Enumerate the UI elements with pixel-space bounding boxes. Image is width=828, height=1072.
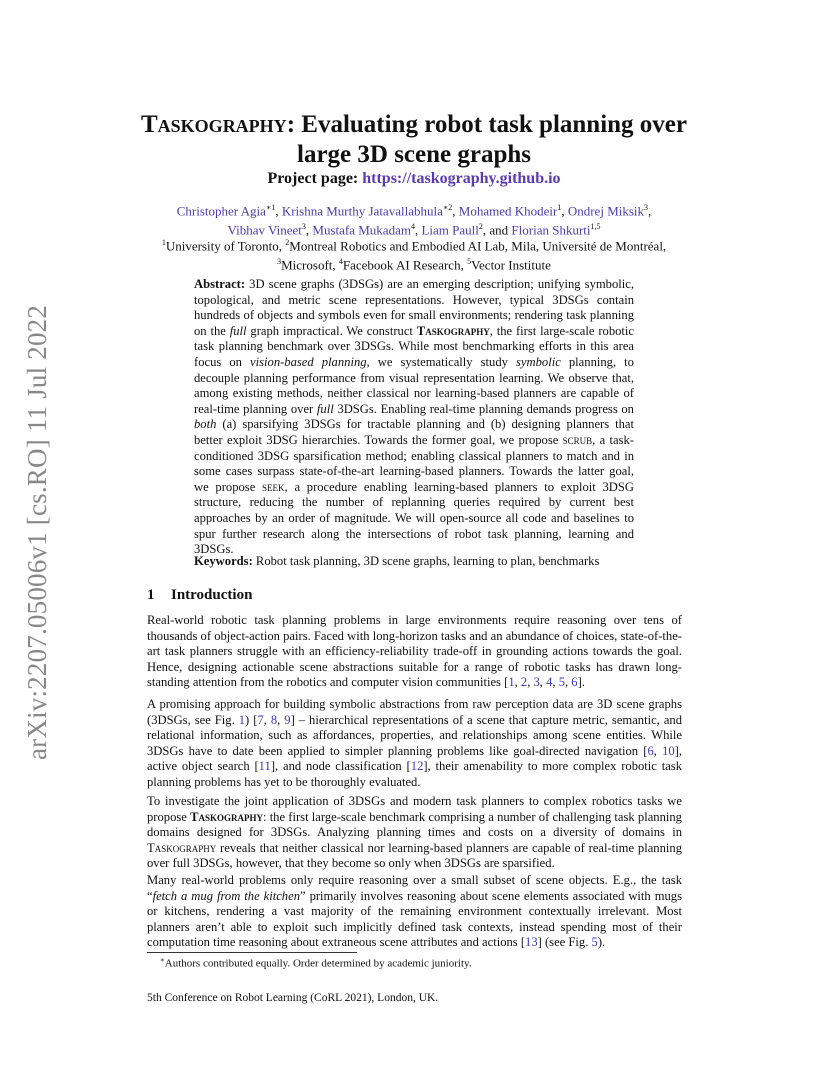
section-number: 1 (147, 587, 155, 603)
citation-link[interactable]: 3 (533, 675, 540, 689)
citation-link[interactable]: 6 (571, 675, 578, 689)
citation-link[interactable]: 6 (647, 743, 654, 758)
section-heading (147, 587, 252, 604)
arxiv-id: arXiv:2207.05006v1 [cs.RO] 11 Jul 2022 (22, 304, 52, 760)
author[interactable]: Liam Paull (421, 222, 479, 238)
citation-link[interactable]: 13 (525, 935, 538, 949)
citation-link[interactable]: 7 (257, 712, 264, 727)
arxiv-watermark (16, 290, 56, 760)
title-line1: : Evaluating robot task planning over (286, 111, 687, 138)
conference-note: 5th Conference on Robot Learning (CoRL 2021), London, UK. (147, 992, 439, 1004)
figure-link[interactable]: 5 (591, 935, 598, 949)
paragraph-1: Real-world robotic task planning problems in large environments require reasoning over tens of thousands of object-action pairs. Faced with long-horizon tasks and an abundance of choices, state-of-the-art task planners struggle with an efficiency-reliability trade-off in grounding actions towards the goal. Hence, designing actionable scene abstractions suitable for a range of robotic tasks has drawn long-standing attention from the robotics and computer vision communities [1, 2, 3, 4, 5, 6]. (147, 613, 682, 689)
author[interactable]: Vibhav Vineet (227, 222, 302, 238)
figure-link[interactable]: 1 (238, 712, 246, 727)
citation-link[interactable]: 2 (520, 675, 528, 689)
author[interactable]: Mustafa Mukadam (312, 222, 411, 238)
author[interactable]: Florian Shkurti (511, 222, 591, 238)
citation-link[interactable]: 5 (558, 675, 565, 689)
footnote: ∗Authors contributed equally. Order determined by academic juniority. (160, 956, 472, 970)
paper-title (120, 110, 708, 170)
keywords-label: Keywords: (194, 554, 253, 568)
project-label: Project page: (267, 170, 363, 187)
paragraph-2: A promising approach for building symbolic abstractions from raw perception data are 3D scene graphs (3DSGs, see Fig. 1) [7, 8, 9] – hierarchical representations of a scene that capture metric, semantic, and relational information, such as affordances, properties, and relationships among scene entities. While 3DSGs have to date been applied to simpler planning problems like goal-directed navigation [6, 10], active object search [11], and node classification [12], their amenability to more complex robotic task planning problems has yet to be thoroughly evaluated. (147, 697, 683, 789)
author[interactable]: Krishna Murthy Jatavallabhula (281, 203, 443, 219)
footnote-divider (147, 952, 357, 953)
abstract-label: Abstract: (194, 277, 246, 291)
affiliations: $^1$University of Toronto, $^2$Montreal Robotics and Embodied AI Lab, Mila, Université de Montréal, $^3$Microsoft, $^4$Facebook AI Research, $^5$Vector Institute (161, 238, 667, 273)
citation-link[interactable]: 12 (410, 759, 424, 773)
citation-link[interactable]: 9 (284, 712, 291, 727)
paragraph-4: Many real-world problems only require reasoning over a small subset of scene objects. E.g., the task “fetch a mug from the kitchen” primarily involves reasoning about scene elements associated with mugs or kitchens, rendering a vast majority of the remaining environment contextually irrelevant. Most planners aren’t able to exploit such implicitly defined task contexts, instead spending most of their computation time reasoning about extraneous scene attributes and actions [13] (see Fig. 5). (147, 873, 682, 949)
author[interactable]: Mohamed Khodeir (458, 203, 558, 219)
title-small-caps: Taskography (141, 111, 287, 138)
citation-link[interactable]: 4 (546, 675, 553, 689)
citation-link[interactable]: 11 (258, 759, 271, 773)
paragraph-3: To investigate the joint application of 3DSGs and modern task planners to complex robotics tasks we propose Taskography: the first large-scale benchmark comprising a number of challenging task planning domains designed for 3DSGs. Analyzing planning times and costs on a diversity of domains in Taskography reveals that neither classical nor learning-based planners are capable of real-time planning over full 3DSGs, however, that they become so only when 3DSGs are sparsified. (147, 794, 682, 870)
keywords: Keywords: Robot task planning, 3D scene graphs, learning to plan, benchmarks (194, 554, 600, 568)
title-line2: large 3D scene graphs (297, 141, 531, 168)
project-page (120, 170, 708, 188)
citation-link[interactable]: 8 (270, 712, 278, 727)
section-title: Introduction (171, 587, 253, 603)
citation-link[interactable]: 10 (662, 743, 675, 758)
citation-link[interactable]: 1 (508, 675, 515, 689)
project-link[interactable]: https://taskography.github.io (362, 170, 561, 187)
author[interactable]: Christopher Agia (176, 203, 266, 219)
abstract: Abstract: 3D scene graphs (3DSGs) are an emerging description; unifying symbolic, topological, and metric scene representations. However, typical 3DSGs contain hundreds of objects and symbols even for small environments; rendering task planning on the full graph impractical. We construct Taskography, the first large-scale robotic task planning benchmark over 3DSGs. While most benchmarking efforts in this area focus on vision-based planning, we systematically study symbolic planning, to decouple planning performance from visual representation learning. We observe that, among existing methods, neither classical nor learning-based planners are capable of real-time planning over full 3DSGs. Enabling real-time planning demands progress on both (a) sparsifying 3DSGs for tractable planning and (b) designing planners that better exploit 3DSG hierarchies. Towards the former goal, we propose scrub, a task-conditioned 3DSG sparsification method; enabling classical planners to match and in some cases surpass state-of-the-art learning-based planners. Towards the latter goal, we propose seek, a procedure enabling learning-based planners to exploit 3DSG structure, reducing the number of replanning queries required by current best approaches by an order of magnitude. We will open-source all code and baselines to spur further research along the intersections of robot task planning, learning and 3DSGs. (194, 277, 635, 557)
author-list: Christopher Agia$^{∗1}$, Krishna Murthy Jatavallabhula$^{∗2}$, Mohamed Khodeir$^1$, Ondrej Miksik$^3$, Vibhav Vineet$^3$, Mustafa Mukadam$^4$, Liam Paull$^2$, and Florian Shkurti$^{1,5}$ (176, 203, 652, 238)
author[interactable]: Ondrej Miksik (567, 203, 645, 219)
